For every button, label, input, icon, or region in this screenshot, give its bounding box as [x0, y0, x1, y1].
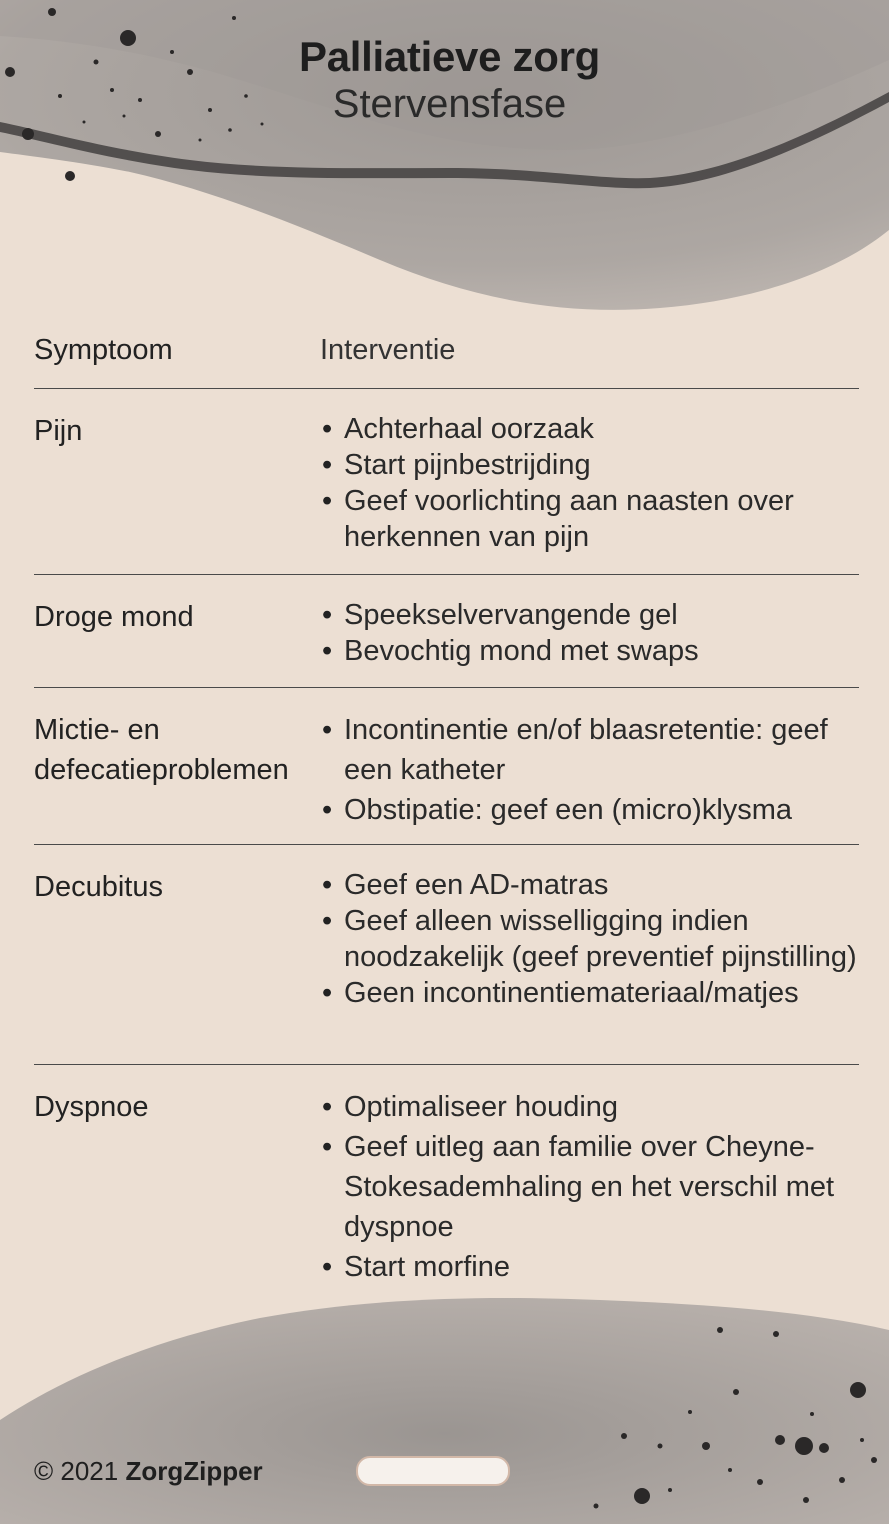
intervention-list: [320, 597, 859, 669]
list-item: • Start pijnbestrijding: [320, 447, 859, 483]
list-item: • Geef uitleg aan familie over Cheyne-Stokesademhaling en het verschil met dyspnoe: [320, 1127, 859, 1247]
symptom-cell: Pijn: [34, 415, 83, 447]
intervention-list: [320, 1087, 859, 1287]
list-item: • Start morfine: [320, 1247, 859, 1287]
symptom-intervention-table: [34, 330, 859, 1287]
symptom-cell: Droge mond: [34, 601, 194, 633]
list-item: • Optimaliseer houding: [320, 1087, 859, 1127]
page-subtitle: Stervensfase: [332, 82, 567, 126]
intervention-cell: [320, 867, 859, 1064]
table-row: [34, 844, 859, 1064]
intervention-list: [320, 411, 859, 555]
list-item: • Achterhaal oorzaak: [320, 411, 859, 447]
list-item: • Incontinentie en/of blaasretentie: geef een katheter: [320, 710, 859, 790]
symptom-cell: Mictie- en defecatieproblemen: [34, 714, 289, 786]
list-item: • Geef een AD-matras: [320, 867, 859, 903]
symptom-cell: Decubitus: [34, 871, 163, 903]
list-item: • Geef alleen wisselligging indien noodzakelijk (geef preventief pijnstilling): [320, 903, 859, 975]
copyright-text: © 2021: [34, 1456, 119, 1486]
list-item: • Obstipatie: geef een (micro)klysma: [320, 790, 859, 830]
column-header-symptom: Symptoom: [34, 334, 173, 366]
table-row: [34, 388, 859, 574]
brand-name: ZorgZipper: [125, 1456, 263, 1486]
intervention-cell: [320, 411, 859, 574]
page-title: Palliatieve zorg: [299, 33, 600, 80]
intervention-cell: [320, 1087, 859, 1287]
table-header-row: [34, 330, 859, 388]
intervention-list: [320, 867, 859, 1011]
intervention-cell: [320, 710, 859, 844]
list-item: • Geen incontinentiemateriaal/matjes: [320, 975, 859, 1011]
list-item: • Speekselvervangende gel: [320, 597, 859, 633]
intervention-cell: [320, 597, 859, 687]
home-indicator[interactable]: [356, 1456, 510, 1486]
list-item: • Bevochtig mond met swaps: [320, 633, 859, 669]
footer: [34, 1454, 263, 1488]
table-row: [34, 574, 859, 687]
symptom-cell: Dyspnoe: [34, 1091, 149, 1123]
table-row: [34, 687, 859, 844]
table-row: [34, 1064, 859, 1287]
column-header-intervention: Interventie: [320, 334, 456, 366]
list-item: • Geef voorlichting aan naasten over herkennen van pijn: [320, 483, 859, 555]
header: [0, 32, 889, 126]
intervention-list: [320, 710, 859, 830]
